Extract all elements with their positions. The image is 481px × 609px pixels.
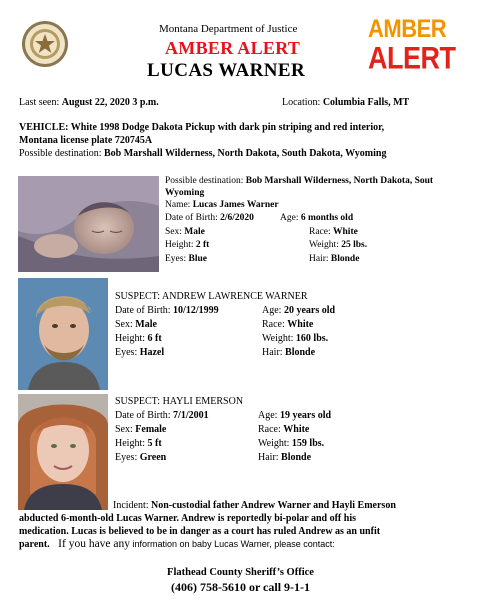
child-weight-label: Weight: [309, 240, 339, 250]
suspect-1-height-value: 6 ft [147, 333, 162, 344]
suspect-2-sex-value: Female [135, 424, 167, 435]
suspect-2-hair-label: Hair: [258, 452, 279, 463]
suspect-2-age-label: Age: [258, 410, 278, 421]
suspect-2-photo [18, 394, 108, 510]
child-name-title: LUCAS WARNER [147, 60, 306, 81]
child-name-value: Lucas James Warner [192, 200, 279, 210]
suspect-2-weight [258, 438, 324, 450]
suspect-1-dob-value: 10/12/1999 [173, 305, 219, 316]
child-name-label: Name: [165, 200, 191, 210]
vehicle-line-2: Montana license plate 720745A [19, 135, 153, 146]
last-seen-value: August 22, 2020 3 p.m. [61, 97, 159, 108]
logo-text-bottom: ALERT [368, 40, 456, 76]
child-age [280, 212, 353, 224]
agency-name: Montana Department of Justice [159, 23, 298, 35]
possible-destination [19, 148, 386, 160]
child-race-label: Race: [309, 227, 331, 237]
child-race-value: White [333, 227, 358, 237]
suspect-2-weight-label: Weight: [258, 438, 290, 449]
incident-contact-prompt: information on baby Lucas Warner, please contact: [132, 539, 335, 549]
suspect-1-height [115, 333, 162, 345]
suspect-2-hair [258, 452, 311, 464]
child-destination [165, 175, 433, 187]
child-name [165, 199, 279, 211]
suspect-2-sex-label: Sex: [115, 424, 133, 435]
child-age-value: 6 months old [300, 213, 354, 223]
child-dob-value: 2/6/2020 [220, 213, 254, 223]
child-weight-value: 25 lbs. [341, 240, 368, 250]
last-seen-label: Last seen: [19, 97, 60, 108]
incident-if-you-have: If you have any [58, 538, 131, 550]
suspect-1-sex [115, 319, 157, 331]
child-destination-value-2: Wyoming [165, 188, 205, 198]
suspect-2-title: SUSPECT: HAYLI EMERSON [115, 396, 244, 407]
suspect-1-photo [18, 278, 108, 390]
child-destination-label: Possible destination: [165, 176, 244, 186]
child-eyes-value: Blue [188, 254, 207, 264]
child-race [309, 226, 358, 238]
suspect-2-eyes-label: Eyes: [115, 452, 138, 463]
child-height-label: Height: [165, 240, 194, 250]
child-hair [309, 253, 359, 265]
suspect-2-height-label: Height: [115, 438, 145, 449]
child-height-value: 2 ft [195, 240, 210, 250]
suspect-1-weight [262, 333, 328, 345]
contact-phone: (406) 758-5610 or call 9-1-1 [170, 580, 311, 594]
doj-seal [21, 20, 69, 68]
suspect-1-sex-value: Male [135, 319, 157, 330]
suspect-2-eyes [115, 452, 166, 464]
suspect-1-dob [115, 305, 219, 317]
sheriff-office: Flathead County Sheriff’s Office [167, 567, 314, 578]
suspect-2-hair-value: Blonde [281, 452, 312, 463]
child-weight [309, 239, 367, 251]
suspect-1-eyes-label: Eyes: [115, 347, 138, 358]
suspect-1-hair [262, 347, 315, 359]
incident-line-2: abducted 6-month-old Lucas Warner. Andrew is reportedly bi-polar and off his [19, 513, 356, 524]
child-destination-value: Bob Marshall Wilderness, North Dakota, Sout [245, 176, 434, 186]
suspect-2-age-value: 19 years old [279, 410, 332, 421]
child-sex-label: Sex: [165, 227, 182, 237]
incident-parent: parent. [19, 539, 50, 550]
child-photo [18, 176, 159, 272]
child-eyes-label: Eyes: [165, 254, 187, 264]
suspect-2-race-label: Race: [258, 424, 281, 435]
location [282, 97, 409, 109]
suspect-1-age-label: Age: [262, 305, 282, 316]
suspect-1-height-label: Height: [115, 333, 145, 344]
suspect-1-hair-value: Blonde [285, 347, 316, 358]
suspect-1-eyes [115, 347, 164, 359]
suspect-2-sex [115, 424, 166, 436]
suspect-2-dob-label: Date of Birth: [115, 410, 171, 421]
suspect-1-age-value: 20 years old [283, 305, 336, 316]
suspect-2-race-value: White [283, 424, 310, 435]
last-seen [19, 97, 159, 109]
child-sex [165, 226, 205, 238]
suspect-2-height-value: 5 ft [147, 438, 162, 449]
suspect-1-race-label: Race: [262, 319, 285, 330]
child-hair-label: Hair: [309, 254, 329, 264]
suspect-1-weight-label: Weight: [262, 333, 294, 344]
suspect-2-eyes-value: Green [139, 452, 167, 463]
logo-text-top: AMBER [368, 13, 447, 43]
suspect-2-race [258, 424, 309, 436]
suspect-2-weight-value: 159 lbs. [291, 438, 325, 449]
incident-line-4 [19, 537, 335, 552]
child-age-label: Age: [280, 213, 299, 223]
suspect-2-dob [115, 410, 209, 422]
suspect-2-height [115, 438, 162, 450]
suspect-2-dob-value: 7/1/2001 [173, 410, 209, 421]
suspect-1-sex-label: Sex: [115, 319, 133, 330]
alert-title: AMBER ALERT [165, 38, 301, 58]
child-dob [165, 212, 254, 224]
incident-line-3: medication. Lucas is believed to be in danger as a court has ruled Andrew as an unfit [19, 526, 381, 537]
child-dob-label: Date of Birth: [165, 213, 218, 223]
suspect-1-weight-value: 160 lbs. [295, 333, 329, 344]
seal-icon [21, 20, 69, 68]
suspect-1-title: SUSPECT: ANDREW LAWRENCE WARNER [115, 291, 308, 302]
child-eyes [165, 253, 207, 265]
incident-label: Incident: [113, 500, 149, 511]
destination-value: Bob Marshall Wilderness, North Dakota, South Dakota, Wyoming [104, 148, 387, 159]
child-sex-value: Male [184, 227, 205, 237]
location-label: Location: [282, 97, 321, 108]
destination-label: Possible destination: [19, 148, 102, 159]
location-value: Columbia Falls, MT [322, 97, 410, 108]
amber-alert-logo [368, 13, 456, 76]
suspect-1-race-value: White [287, 319, 314, 330]
suspect-2-age [258, 410, 331, 422]
suspect-1-age [262, 305, 335, 317]
suspect-1-dob-label: Date of Birth: [115, 305, 171, 316]
vehicle-line-1: VEHICLE: White 1998 Dodge Dakota Pickup with dark pin striping and red interior, [19, 122, 385, 133]
incident-line-1 [113, 500, 396, 512]
suspect-1-race [262, 319, 313, 331]
suspect-1-eyes-value: Hazel [139, 347, 165, 358]
child-height [165, 239, 209, 251]
incident-text-1: Non-custodial father Andrew Warner and Hayli Emerson [151, 500, 396, 511]
suspect-1-hair-label: Hair: [262, 347, 283, 358]
child-hair-value: Blonde [330, 254, 360, 264]
